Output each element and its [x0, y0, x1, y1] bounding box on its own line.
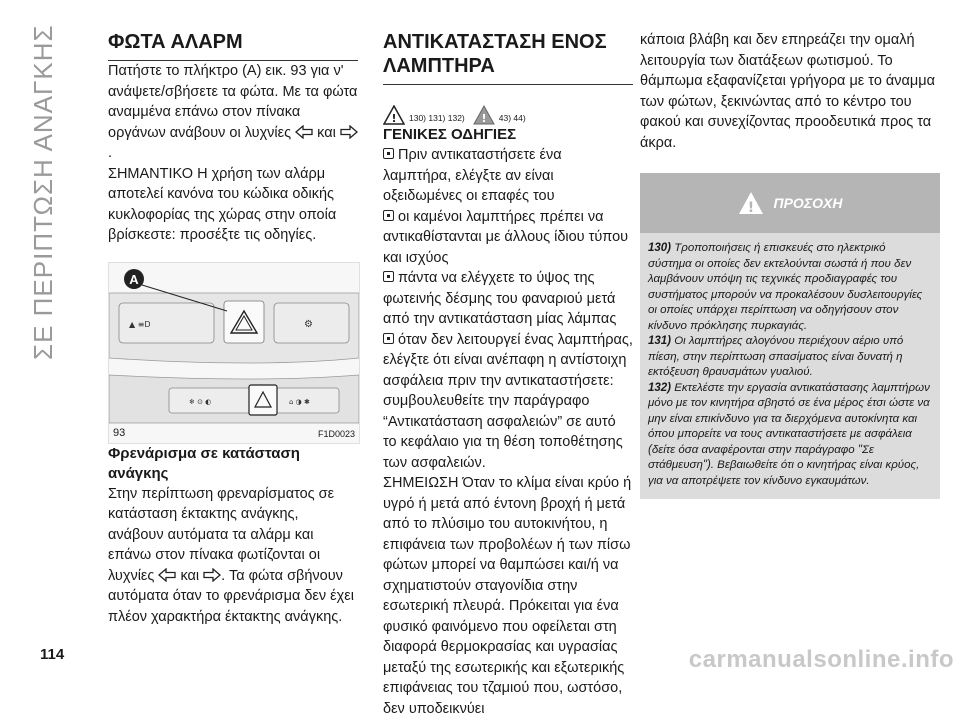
- figure-label-a: A: [129, 271, 139, 287]
- svg-text:!: !: [391, 112, 397, 125]
- figure-code: F1D0023: [317, 428, 355, 439]
- hazard-paragraph-1: Πατήστε το πλήκτρο (A) εικ. 93 για ν' ανάψετε/σβήσετε τα φώτα. Με τα φώτα αναμμένα επάνω στον πίνακα οργάνων ανάβουν οι λυχνίες και .: [108, 63, 358, 161]
- warning-refs: 130) 131) 132): [409, 113, 465, 123]
- side-tab: [0, 0, 88, 678]
- caution-item: 130) Τροποποιήσεις ή επισκευές στο ηλεκτρικό σύστημα οι οποίες δεν εκτελούνται σωστά ή που δεν λαμβάνουν υπόψη τις τεχνικές προδιαγραφές του συστήματος μπορούν να προκαλέσουν δυσλειτουργίες οι οποίες υπάρχει περίπτωση να οδηγήσουν στον κίνδυνο πρόκλησης πυρκαγιάς.: [648, 242, 923, 332]
- caution-triangle-icon: [473, 105, 495, 125]
- caution-refs: 43) 44): [498, 113, 526, 123]
- page-number: 114: [40, 646, 65, 663]
- turn-left-indicator-icon: [295, 125, 313, 139]
- svg-text:⚙: ⚙: [304, 318, 313, 330]
- watermark: carmanualsonline.info: [688, 646, 954, 673]
- turn-left-indicator-icon: [158, 568, 176, 582]
- caution-header: [640, 173, 940, 233]
- bullet-icon: [383, 271, 394, 282]
- warning-references: [383, 97, 633, 125]
- caution-item: 132) Εκτελέστε την εργασία αντικατάστασης λαμπτήρων μόνο με τον κινητήρα σβηστό σε ένα μέρος έτσι ώστε να μην είναι επικίνδυνο για τα διερχόμενα αυτοκίνητα και όπου μπορείτε να τους αντικαταστήσετε με ασφάλεια (δείτε όσα αναφέρονται στην παράγραφο "Σε στάθμευση"). Βεβαιωθείτε ότι ο κινητήρας είναι κρύος, για να αποτρέψετε τον κίνδυνο εγκαυμάτων.: [648, 381, 930, 487]
- bullet-item: πάντα να ελέγχετε το ύψος της φωτεινής δέσμης του φαναριού μετά από την αντικατάσταση μίας λάμπας: [383, 270, 617, 327]
- emergency-braking-paragraph: Στην περίπτωση φρεναρίσματος σε κατάσταση έκτακτης ανάγκης, ανάβουν αυτόματα τα αλάρμ και επάνω στον πίνακα φωτίζονται οι λυχνίες και . Τα φώτα σβήνουν αυτόματα όταν το φρενάρισμα δεν έχει πλέον χαρακτήρα έκτακτης ανάγκης.: [108, 485, 354, 625]
- bullet-icon: [383, 210, 394, 221]
- svg-text:❄ ⊙ ◐: ❄ ⊙ ◐: [189, 397, 212, 406]
- section-title-hazard: ΦΩΤΑ ΑΛΑΡΜ: [108, 30, 358, 61]
- subtitle-general-instructions: ΓΕΝΙΚΕΣ ΟΔΗΓΙΕΣ: [383, 126, 517, 143]
- caution-body: [640, 233, 940, 499]
- warning-triangle-icon: [738, 191, 764, 215]
- bullet-item: Πριν αντικαταστήσετε ένα λαμπτήρα, ελέγξτε αν είναι οξειδωμένες οι επαφές του: [383, 147, 562, 204]
- svg-text:⌂ ◑ ✱: ⌂ ◑ ✱: [289, 397, 310, 406]
- continued-paragraph: κάποια βλάβη και δεν επηρεάζει την ομαλή λειτουργία των διατάξεων φωτισμού. Το θάμπωμα εξαφανίζεται γρήγορα με το άναμμα των φώτων, ξεκινώντας από το κέντρο του φακού και συνεχίζοντας προοδευτικά προς τα άκρα.: [640, 32, 936, 151]
- figure-93: [108, 262, 360, 444]
- chapter-title: ΣΕ ΠΕΡΙΠΤΩΣΗ ΑΝΑΓΚΗΣ: [28, 24, 58, 360]
- turn-right-indicator-icon: [340, 125, 358, 139]
- bullet-icon: [383, 148, 394, 159]
- dashboard-illustration: [109, 263, 359, 443]
- column-hazard-lights: [108, 30, 358, 627]
- subtitle-emergency-braking: Φρενάρισμα σε κατάσταση ανάγκης: [108, 444, 300, 482]
- caution-label: ΠΡΟΣΟΧΗ: [773, 195, 843, 211]
- turn-right-indicator-icon: [203, 568, 221, 582]
- bullet-item: όταν δεν λειτουργεί ένας λαμπτήρας, ελέγξτε ότι είναι ανέπαφη η αντίστοιχη ασφάλεια πριν την αντικαταστήσετε: συμβουλευθείτε την παράγραφο “Αντικατάσταση ασφαλειών” σε αυτό το κεφάλαιο για τη θέση τοποθέτησης των ασφαλειών.: [383, 331, 633, 471]
- hazard-paragraph-important: ΣΗΜΑΝΤΙΚΟ Η χρήση των αλάρμ αποτελεί κανόνα του κώδικα οδικής κυκλοφορίας της χώρας στην οποία βρίσκεστε: προσέξτε τις οδηγίες.: [108, 165, 337, 243]
- svg-text:!: !: [747, 200, 754, 215]
- svg-text:!: !: [481, 112, 487, 125]
- caution-item: 131) Οι λαμπτήρες αλογόνου περιέχουν αέριο υπό πίεση, στην περίπτωση σπασίματος είναι δυνατή η εκτόξευση θραυσμάτων γυαλιού.: [648, 335, 904, 378]
- bullet-item: οι καμένοι λαμπτήρες πρέπει να αντικαθίστανται με άλλους ίδιου τύπου και ισχύος: [383, 208, 629, 266]
- section-title-bulb: ΑΝΤΙΚΑΤΑΣΤΑΣΗ ΕΝΟΣ ΛΑΜΠΤΗΡΑ: [383, 30, 633, 85]
- caution-box: [640, 173, 940, 499]
- warning-triangle-icon: [383, 105, 405, 125]
- figure-number: 93: [113, 426, 126, 439]
- svg-text:▲ ≡D: ▲ ≡D: [129, 319, 151, 329]
- bullet-icon: [383, 333, 394, 344]
- column-bulb-replacement: [383, 30, 633, 719]
- column-continuation: [640, 30, 940, 499]
- note-paragraph: ΣΗΜΕΙΩΣΗ Όταν το κλίμα είναι κρύο ή υγρό ή μετά από έντονη βροχή ή μετά από το πλύσιμο του αυτοκινήτου, η επιφάνεια των προβολέων ή των πίσω φώτων μπορεί να θαμπώσει και/ή να σχηματιστούν σταγονίδια στην εσωτερική πλευρά. Πρόκειται για ένα φυσικό φαινόμενο που οφείλεται στη διαφορά θερμοκρασίας και υγρασίας μεταξύ της εσωτερικής και εξωτερικής επιφάνειας του τζαμιού που, ωστόσο, δεν υποδεικνύει: [383, 475, 632, 717]
